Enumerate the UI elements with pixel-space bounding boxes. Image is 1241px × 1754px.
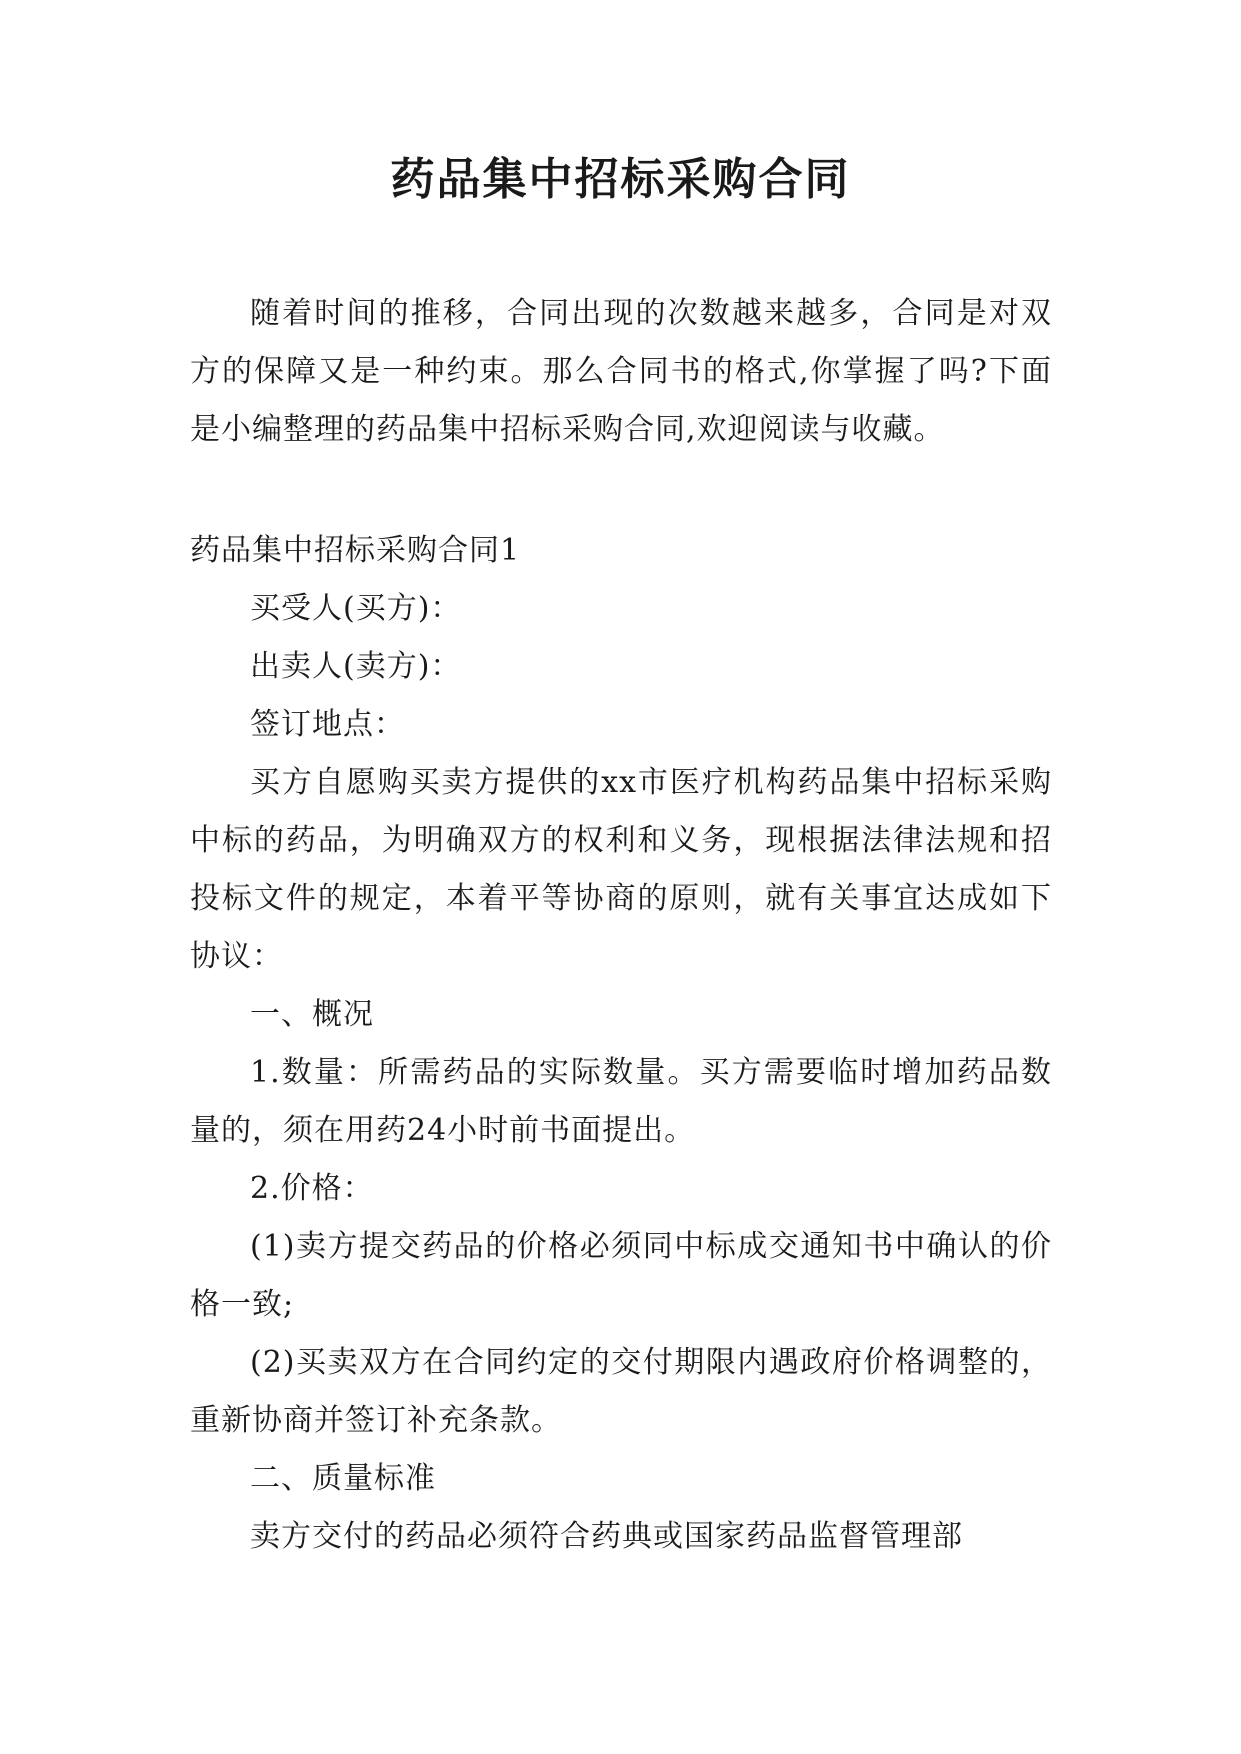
intro-paragraph: 随着时间的推移，合同出现的次数越来越多，合同是对双方的保障又是一种约束。那么合同书的格式,你掌握了吗?下面是小编整理的药品集中招标采购合同,欢迎阅读与收藏。 (190, 296, 1052, 447)
clause-quality: 卖方交付的药品必须符合药典或国家药品监督管理部 (250, 1519, 963, 1554)
seller-field: 出卖人(卖方)： (250, 649, 462, 684)
clause-price-2: (2)买卖双方在合同约定的交付期限内遇政府价格调整的，重新协商并签订补充条款。 (190, 1345, 1052, 1438)
clause-quantity: 1.数量：所需药品的实际数量。买方需要临时增加药品数量的，须在用药24小时前书面提出。 (190, 1055, 1052, 1148)
contract-heading: 药品集中招标采购合同1 (190, 533, 521, 568)
preamble-paragraph: 买方自愿购买卖方提供的xx市医疗机构药品集中招标采购中标的药品，为明确双方的权利和义务，现根据法律法规和招投标文件的规定，本着平等协商的原则，就有关事宜达成如下协议： (190, 765, 1052, 974)
intro-section (190, 285, 1052, 459)
section-heading-quality: 二、质量标准 (250, 1461, 436, 1496)
contract-section (190, 522, 1052, 1566)
clause-price: 2.价格： (250, 1171, 374, 1206)
document-title: 药品集中招标采购合同 (390, 154, 851, 205)
signing-place-field: 签订地点： (250, 707, 405, 742)
section-heading-overview: 一、概况 (250, 997, 374, 1032)
buyer-field: 买受人(买方)： (250, 591, 462, 626)
clause-price-1: (1)卖方提交药品的价格必须同中标成交通知书中确认的价格一致; (190, 1229, 1052, 1322)
